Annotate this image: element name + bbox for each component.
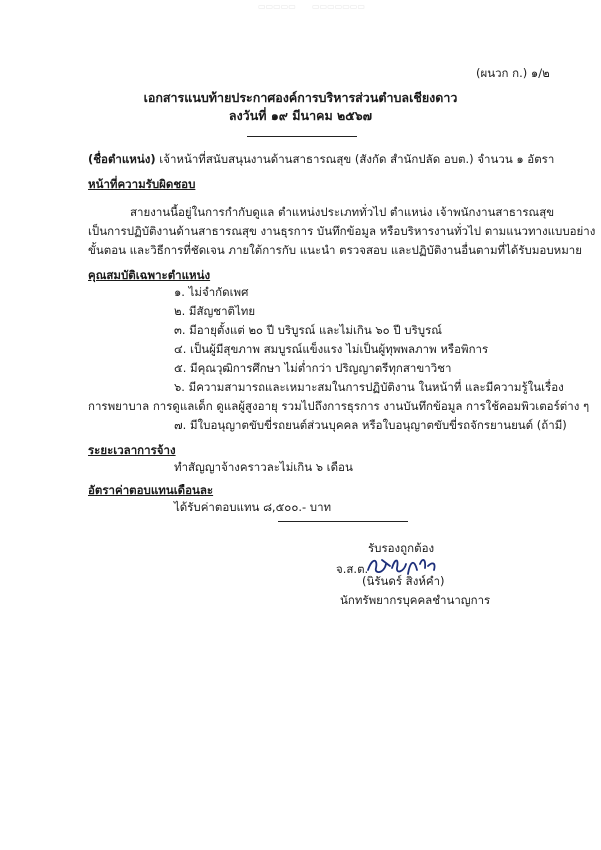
- qualification-item: ๔. เป็นผู้มีสุขภาพ สมบูรณ์แข็งแรง ไม่เป็นผู้ทุพพลภาพ หรือพิการ: [174, 342, 489, 356]
- qualification-item: ๒. มีสัญชาติไทย: [174, 304, 256, 318]
- employment-period-heading: ระยะเวลาการจ้าง: [88, 443, 176, 457]
- bleed-through-mark: ▭▭▭▭▭: [258, 2, 296, 11]
- duties-line: เป็นการปฏิบัติงานด้านสาธารณสุข งานธุรการ บันทึกข้อมูล หรือบริหารงานทั่วไป ตามแนวทางแบบอย่าง: [88, 224, 596, 238]
- qualification-item: ๓. มีอายุตั้งแต่ ๒๐ ปี บริบูรณ์ และไม่เกิน ๖๐ ปี บริบูรณ์: [174, 323, 442, 337]
- qualifications-heading: คุณสมบัติเฉพาะตำแหน่ง: [88, 268, 211, 282]
- duties-line: ขั้นตอน และวิธีการที่ชัดเจน ภายใต้การกับ แนะนำ ตรวจสอบ และปฏิบัติงานอื่นตามที่ได้รับมอบหมาย: [88, 243, 582, 257]
- qualification-item: ๑. ไม่จำกัดเพศ: [174, 285, 249, 299]
- position-text: เจ้าหน้าที่สนับสนุนงานด้านสาธารณสุข (สังกัด สำนักปลัด อบต.) จำนวน ๑ อัตรา: [159, 152, 555, 166]
- title-divider: [247, 136, 357, 137]
- compensation-heading: อัตราค่าตอบแทนเดือนละ: [88, 483, 214, 497]
- signer-name: (นิรันดร์ สิงห์คำ): [362, 574, 445, 588]
- position-line: [88, 152, 554, 166]
- bleed-through-mark: ▭▭▭▭▭▭▭: [312, 2, 365, 11]
- qualification-item: ๕. มีคุณวุฒิการศึกษา ไม่ต่ำกว่า ปริญญาตรีทุกสาขาวิชา: [174, 361, 452, 375]
- signer-rank: จ.ส.ต.: [336, 562, 369, 576]
- duties-line: สายงานนี้อยู่ในการกำกับดูแล ตำแหน่งประเภททั่วไป ตำแหน่ง เจ้าพนักงานสาธารณสุข: [130, 205, 555, 219]
- qualification-item: ๖. มีความสามารถและเหมาะสมในการปฏิบัติงาน ในหน้าที่ และมีความรู้ในเรื่อง: [174, 380, 564, 394]
- signer-title: นักทรัพยากรบุคคลชำนาญการ: [340, 593, 491, 607]
- employment-period-text: ทำสัญญาจ้างคราวละไม่เกิน ๖ เดือน: [174, 460, 353, 474]
- certified-label: รับรองถูกต้อง: [368, 541, 435, 555]
- signature-divider: [278, 521, 408, 522]
- qualification-item-continuation: การพยาบาล การดูแลเด็ก ดูแลผู้สูงอายุ รวมไปถึงการธุรการ งานบันทึกข้อมูล การใช้คอมพิวเตอร์ต่าง ๆ: [88, 399, 590, 413]
- document-date: ลงวันที่ ๑๙ มีนาคม ๒๕๖๗: [228, 108, 373, 123]
- attachment-reference: (ผนวก ก.) ๑/๒: [476, 66, 550, 80]
- document-title: เอกสารแนบท้ายประกาศองค์การบริหารส่วนตำบลเชียงดาว: [143, 90, 458, 105]
- position-label: (ชื่อตำแหน่ง): [88, 152, 156, 166]
- compensation-text: ได้รับค่าตอบแทน ๘,๕๐๐.- บาท: [174, 500, 332, 514]
- duties-heading: หน้าที่ความรับผิดชอบ: [88, 177, 196, 191]
- qualification-item: ๗. มีใบอนุญาตขับขี่รถยนต์ส่วนบุคคล หรือใบอนุญาตขับขี่รถจักรยานยนต์ (ถ้ามี): [174, 418, 567, 432]
